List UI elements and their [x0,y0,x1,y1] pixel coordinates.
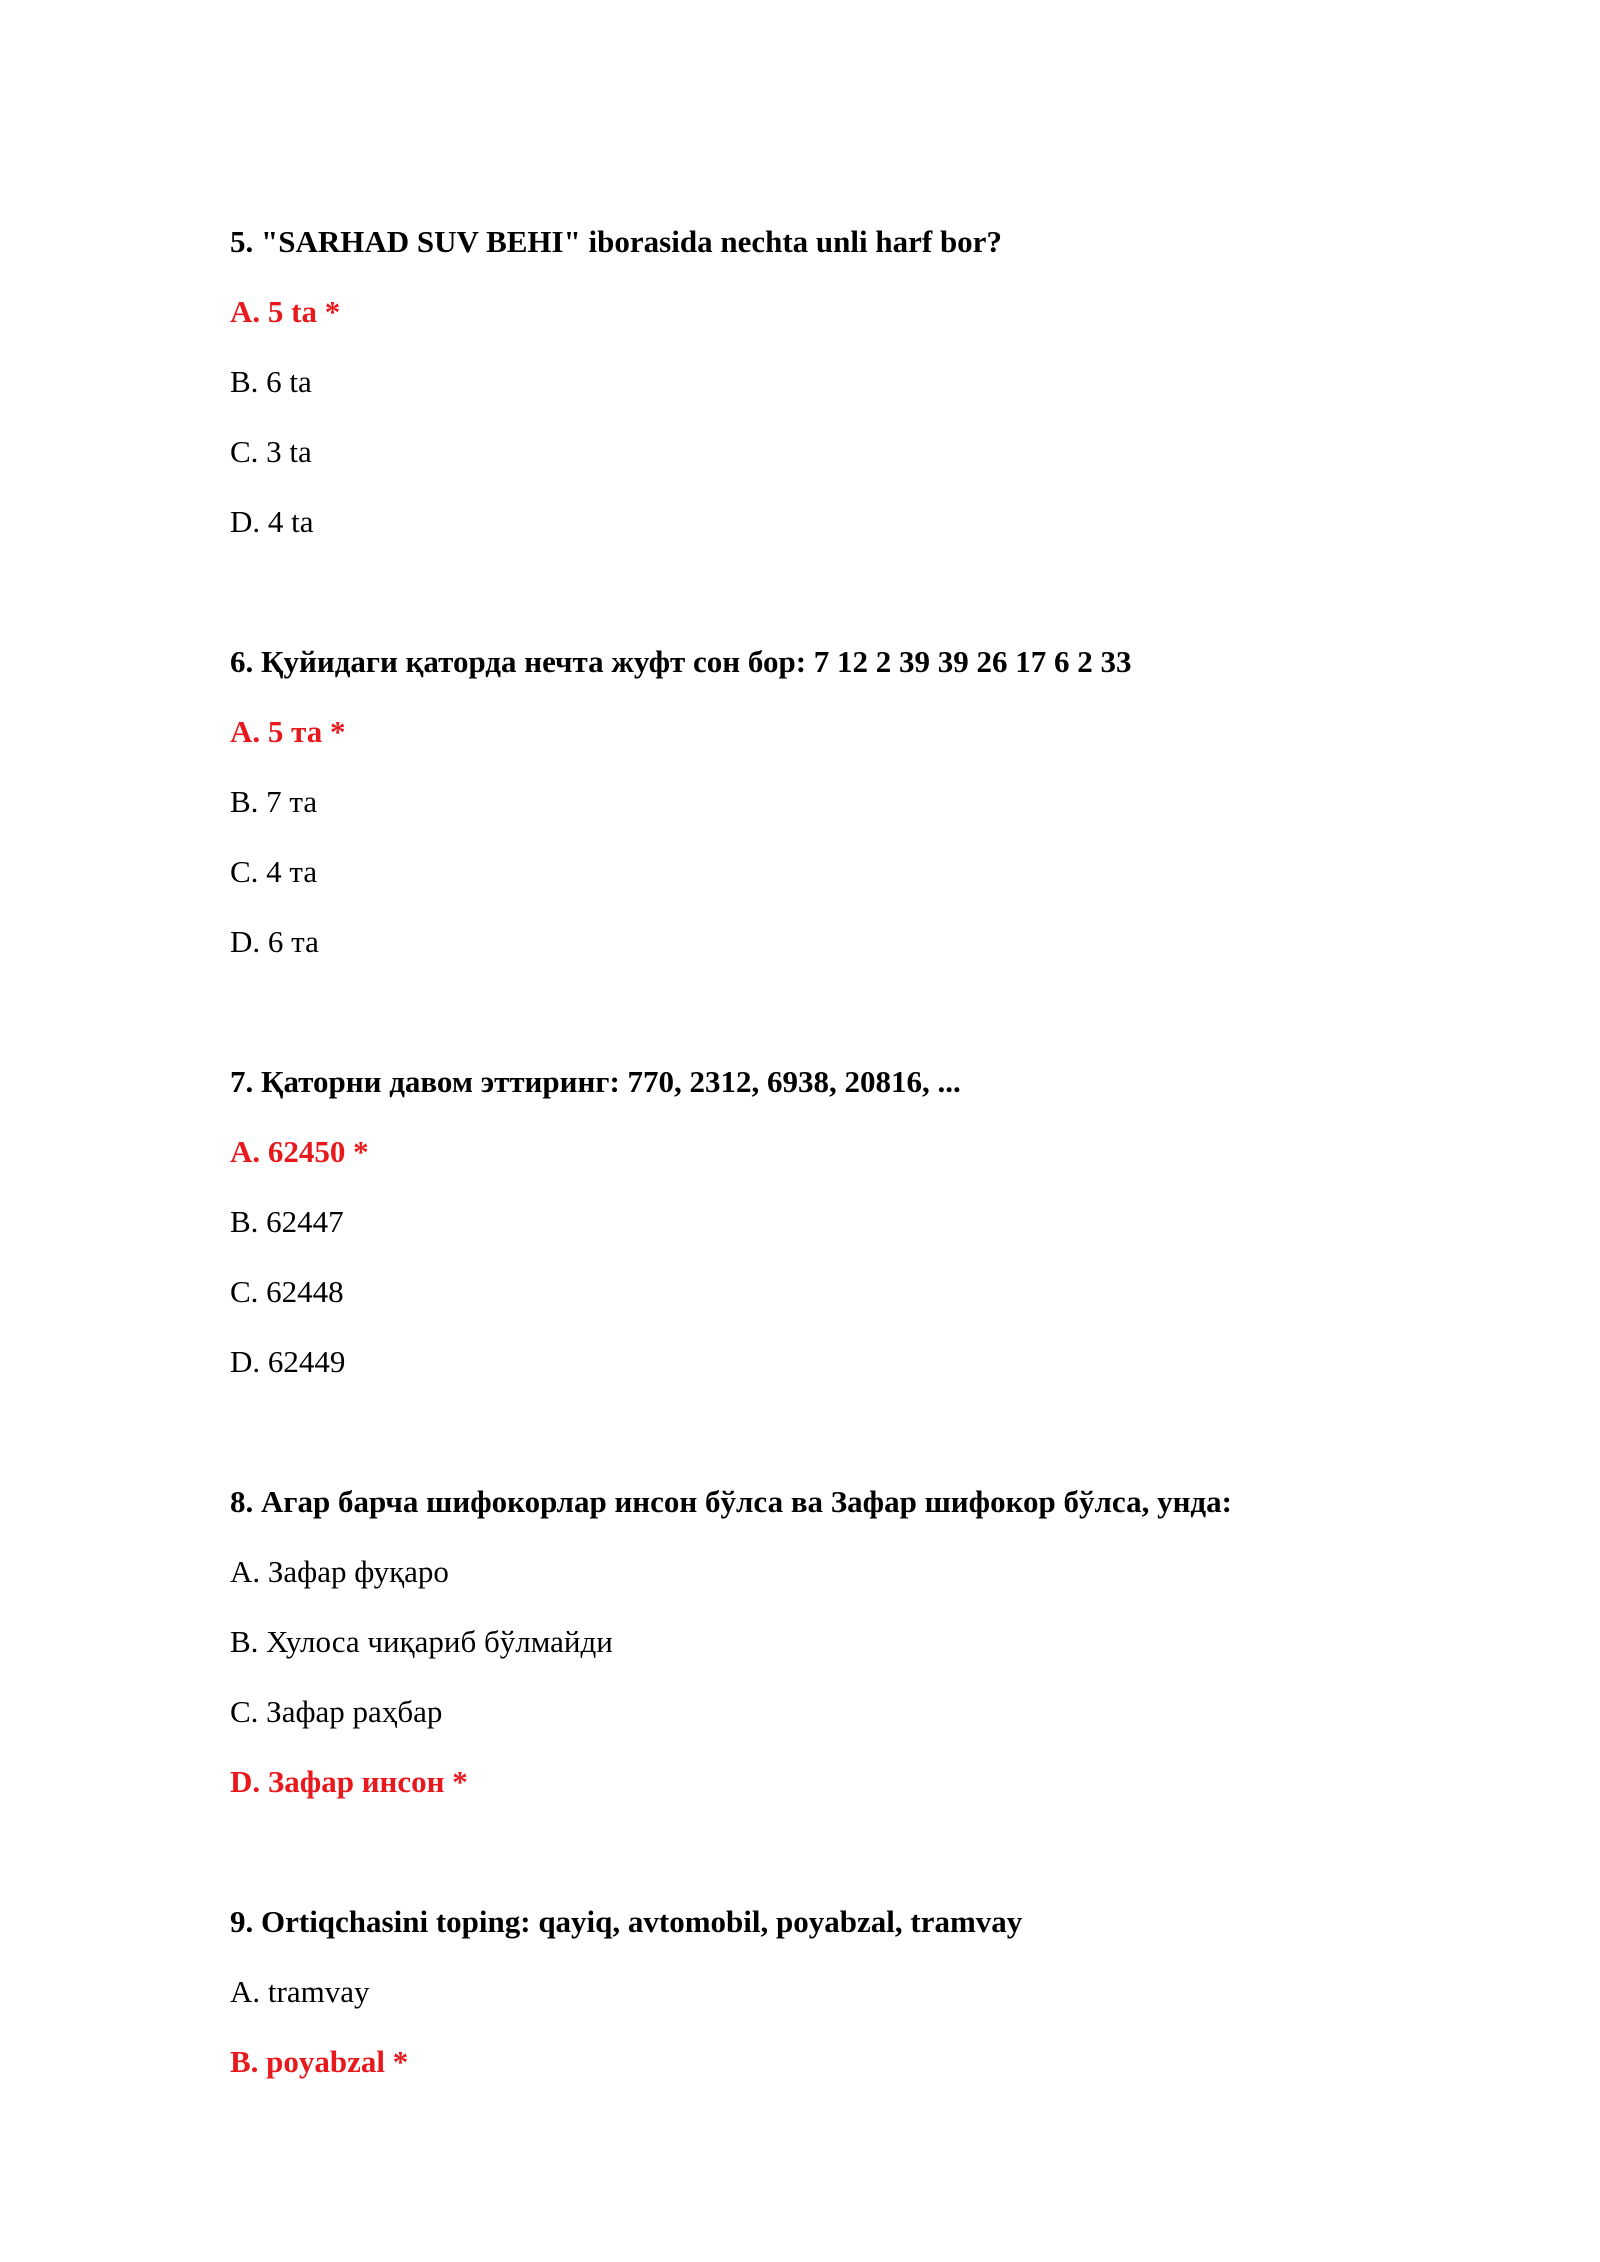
option-d[interactable]: D. 62449 [230,1344,346,1379]
question-6 [230,644,1430,960]
option-b[interactable]: B. 7 та [230,784,318,819]
question-text: 7. Қаторни давом эттиринг: 770, 2312, 6938, 20816, ... [230,1064,961,1099]
option-d[interactable]: D. 6 та [230,924,319,959]
option-a[interactable]: A. tramvay [230,1974,370,2009]
option-a-correct[interactable]: A. 5 ta * [230,294,341,329]
option-b-correct[interactable]: B. poyabzal * [230,2044,409,2079]
option-a-correct[interactable]: A. 62450 * [230,1134,369,1169]
option-c[interactable]: C. 62448 [230,1274,344,1309]
option-d[interactable]: D. 4 ta [230,504,314,539]
question-text: 5. "SARHAD SUV BEHI" iborasida nechta unli harf bor? [230,224,1002,259]
question-text: 6. Қуйидаги қаторда нечта жуфт сон бор: 7 12 2 39 39 26 17 6 2 33 [230,644,1132,679]
question-5 [230,224,1430,540]
option-d-correct[interactable]: D. Зафар инсон * [230,1764,468,1799]
question-9 [230,1904,1430,2080]
question-8 [230,1484,1430,1800]
option-b[interactable]: B. Хулоса чиқариб бўлмайди [230,1624,613,1659]
option-c[interactable]: C. Зафар раҳбар [230,1694,443,1729]
question-text: 9. Ortiqchasini toping: qayiq, avtomobil, poyabzal, tramvay [230,1904,1023,1939]
question-text: 8. Агар барча шифокорлар инсон бўлса ва Зафар шифокор бўлса, унда: [230,1484,1232,1519]
option-c[interactable]: C. 3 ta [230,434,312,469]
option-c[interactable]: C. 4 та [230,854,318,889]
option-b[interactable]: B. 62447 [230,1204,344,1239]
option-b[interactable]: B. 6 ta [230,364,312,399]
question-7 [230,1064,1430,1380]
option-a[interactable]: A. Зафар фуқаро [230,1554,449,1589]
option-a-correct[interactable]: A. 5 та * [230,714,346,749]
